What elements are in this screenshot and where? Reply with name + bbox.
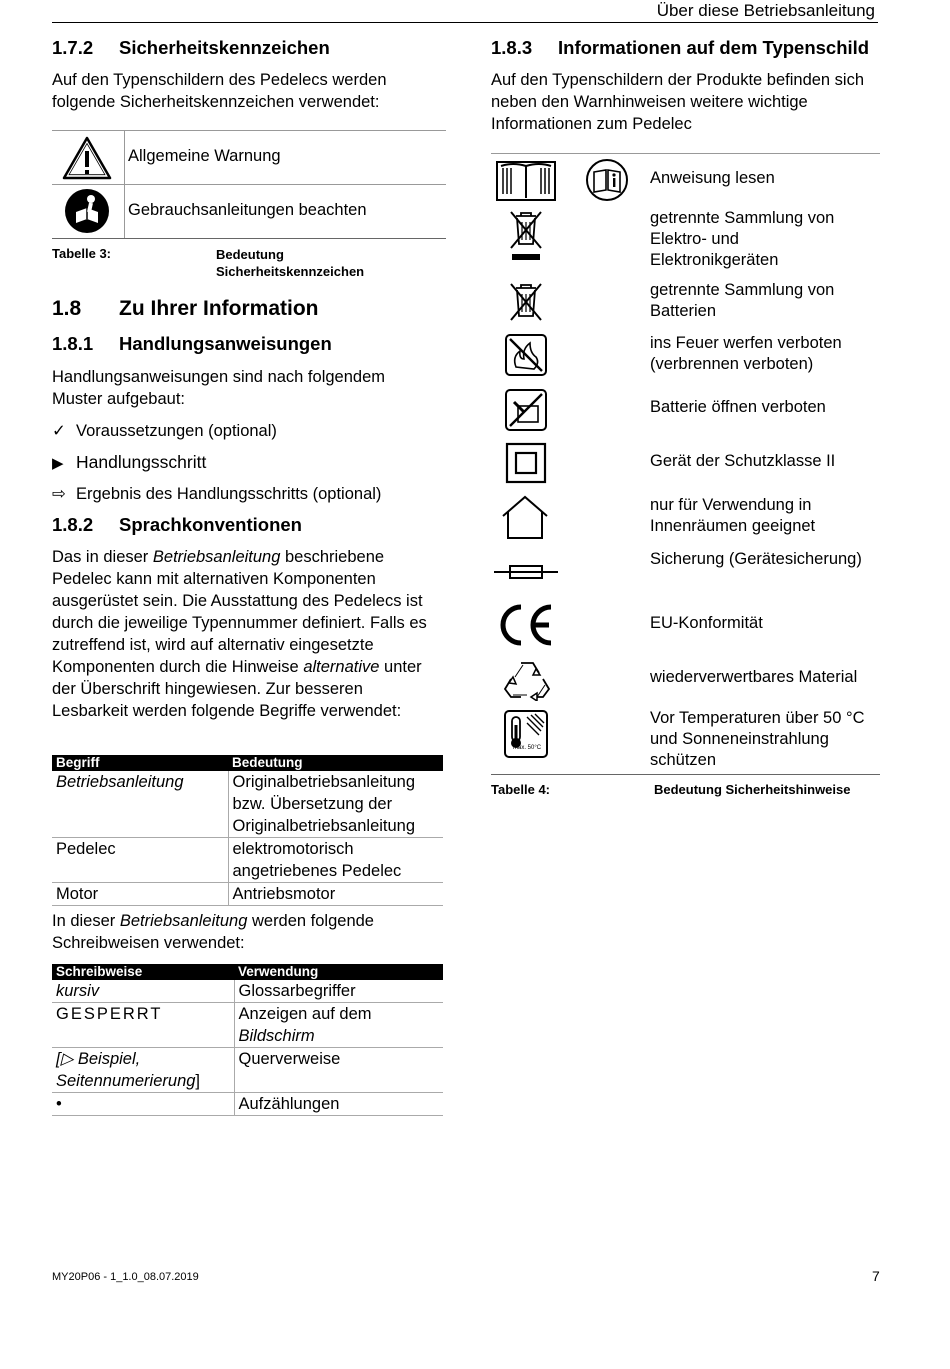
symbol-row-5-text: Batterie öffnen verboten xyxy=(650,398,826,416)
read-info-icon xyxy=(585,158,629,202)
table3-rule-mid xyxy=(52,184,446,185)
result-arrow-icon: ⇨ xyxy=(52,485,66,503)
warning-triangle-icon xyxy=(61,135,113,181)
battery-bin-icon xyxy=(507,280,545,322)
symbol-row-6-text: Gerät der Schutzklasse II xyxy=(650,452,836,470)
section-1-8-2-heading: 1.8.2 Sprachkonventionen xyxy=(52,514,302,535)
section-1-8-2-paragraph: Das in dieser Betriebsanleitung beschriebene Pedelec kann mit alternativen Komponenten ausgerüstet sein. Die Ausstattung des Pedelecs ist durch die jeweilige Typennummer definiert. Falls es zutreffend ist, wird auf alternativ eingesetzte Komponenten durch die Hinweise alternative unter der Überschrift hingewiesen. Zur besseren Lesbarkeit werden folgende Begriffe verwendet: xyxy=(52,548,427,720)
no-fire-icon xyxy=(504,333,548,377)
table4-rule-bottom xyxy=(491,774,880,775)
table3-rule-top xyxy=(52,130,446,131)
no-open-battery-icon xyxy=(504,388,548,432)
symbol-row-9-text: EU-Konformität xyxy=(650,614,763,632)
table-row: Betriebsanleitung Originalbetriebsanleitung bzw. Übersetzung der Originalbetriebsanleitung xyxy=(52,771,443,838)
protection-class-2-icon xyxy=(505,442,547,484)
header-rule xyxy=(52,22,878,23)
terms-table-header: Begriff Bedeutung xyxy=(52,755,443,771)
table3-caption-label: Tabelle 3: xyxy=(52,246,112,261)
section-1-8-3-heading: 1.8.3 Informationen auf dem Typenschild xyxy=(491,37,870,58)
ce-mark-icon xyxy=(497,603,555,647)
temperature-sun-icon xyxy=(503,709,549,759)
check-icon: ✓ xyxy=(52,422,66,440)
table3-row1-text: Allgemeine Warnung xyxy=(128,147,281,165)
section-1-7-2-heading: 1.7.2 Sicherheitskennzeichen xyxy=(52,37,330,58)
symbol-row-8-text: Sicherung (Gerätesicherung) xyxy=(650,550,862,568)
section-1-8-heading: 1.8 Zu Ihrer Information xyxy=(52,297,319,320)
footer-doc-id: MY20P06 - 1_1.0_08.07.2019 xyxy=(52,1271,199,1283)
table3-rule-bottom xyxy=(52,238,446,239)
indoor-house-icon xyxy=(500,494,550,540)
open-book-icon xyxy=(495,158,557,202)
table-row: GESPERRT Anzeigen auf dem Bildschirm xyxy=(52,1003,443,1048)
running-header: Über diese Betriebsanleitung xyxy=(656,1,875,20)
table-row: • Aufzählungen xyxy=(52,1093,443,1116)
notation-table xyxy=(52,964,443,1116)
step-prerequisite: ✓ Voraussetzungen (optional) xyxy=(52,422,277,440)
section-1-8-1-intro: Handlungsanweisungen sind nach folgendem Muster aufgebaut: xyxy=(52,368,385,408)
page-number: 7 xyxy=(872,1268,880,1284)
notation-intro: In dieser Betriebsanleitung werden folgende Schreibweisen verwendet: xyxy=(52,912,374,952)
play-arrow-icon: ▶ xyxy=(52,455,64,472)
section-1-8-3-intro: Auf den Typenschildern der Produkte befinden sich neben den Warnhinweisen weitere wichtige Informationen zum Pedelec xyxy=(491,71,865,133)
symbol-row-4-text: ins Feuer werfen verboten (verbrennen verboten) xyxy=(650,334,842,373)
symbol-row-7-text: nur für Verwendung in Innenräumen geeignet xyxy=(650,496,816,535)
recycling-icon xyxy=(503,657,551,701)
symbol-row-2-text: getrennte Sammlung von Elektro- und Elektronikgeräten xyxy=(650,209,835,269)
table4-rule-top xyxy=(491,153,880,154)
table4-caption-text: Bedeutung Sicherheitshinweise xyxy=(654,782,851,797)
table-row: [▷ Beispiel, Seitennumerierung] Querverweise xyxy=(52,1048,443,1093)
notation-table-header: Schreibweise Verwendung xyxy=(52,964,443,980)
symbol-row-11-text: Vor Temperaturen über 50 °C und Sonneneinstrahlung schützen xyxy=(650,709,865,769)
table3-caption-text: Bedeutung Sicherheitskennzeichen xyxy=(216,247,365,279)
table-row: Pedelec elektromotorisch angetriebenes Pedelec xyxy=(52,838,443,883)
step-result: ⇨ Ergebnis des Handlungsschritts (optional) xyxy=(52,485,382,503)
terms-table xyxy=(52,755,443,906)
read-manual-icon xyxy=(64,188,110,234)
table3-col-divider xyxy=(124,130,125,238)
table3-row2-text: Gebrauchsanleitungen beachten xyxy=(128,201,367,219)
symbol-row-1-text: Anweisung lesen xyxy=(650,169,775,187)
symbol-row-10-text: wiederverwertbares Material xyxy=(650,668,858,686)
table-row: kursiv Glossarbegriffer xyxy=(52,980,443,1003)
symbol-row-3-text: getrennte Sammlung von Batterien xyxy=(650,281,835,320)
table-row: Motor Antriebsmotor xyxy=(52,883,443,906)
step-action: ▶ Handlungsschritt xyxy=(52,451,206,475)
fuse-icon xyxy=(494,562,558,582)
temperature-icon-label: max. 50°C xyxy=(513,745,542,751)
section-1-8-1-heading: 1.8.1 Handlungsanweisungen xyxy=(52,333,332,354)
weee-bin-icon xyxy=(507,208,545,262)
table4-caption-label: Tabelle 4: xyxy=(491,782,551,797)
section-1-7-2-intro: Auf den Typenschildern des Pedelecs werden folgende Sicherheitskennzeichen verwendet: xyxy=(52,71,387,111)
